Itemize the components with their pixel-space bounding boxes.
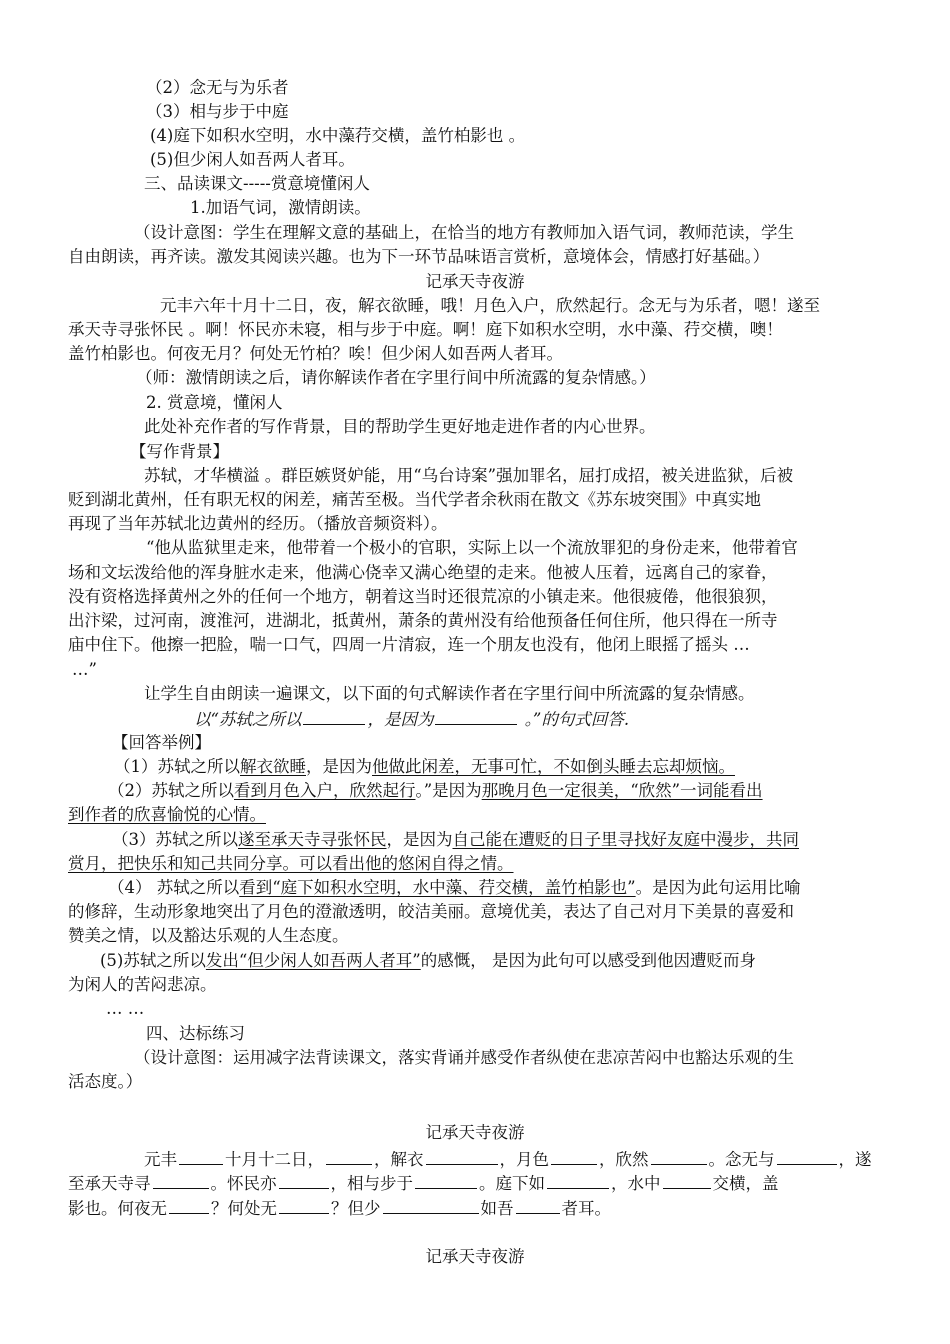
fill-1-text-e: ，欣然	[599, 1150, 649, 1169]
example-1-reason: 他做此闲差，无事可忙，不如倒头睡去忘却烦恼。	[372, 757, 735, 776]
example-5	[100, 949, 756, 973]
examples-label: 【回答举例】	[112, 733, 211, 752]
step2-heading: 2. 赏意境，懂闲人	[146, 393, 283, 412]
example-3-reason-cont: 赏月，把快乐和知己共同分享。可以看出他的悠闲自得之情。	[68, 854, 514, 873]
pattern-blank-1	[303, 706, 365, 725]
fill-1-text-a: 元丰	[144, 1150, 177, 1169]
fill-1-text-b: 十月十二日，	[225, 1150, 324, 1169]
fill-line-2	[68, 1170, 779, 1196]
example-5-link: 的感慨， 是因为此句可以感受到他因遭贬而身	[420, 951, 756, 970]
example-1-link: ，是因为	[306, 757, 372, 776]
example-3-action: 遂至承天寺寻张怀民	[238, 830, 387, 849]
example-2-lead: （2）苏轼之所以	[108, 781, 234, 800]
fill-3-text-c: ？但少	[331, 1199, 381, 1218]
fill-2-text-b: 。怀民亦	[210, 1174, 277, 1193]
fill-1-text-f: 。念无与	[708, 1150, 775, 1169]
item-2: （2）念无与为乐者	[146, 78, 289, 97]
section3-heading: 三、品读课文-----赏意境懂闲人	[144, 174, 370, 193]
background-line-2: 贬到湖北黄州，任有职无权的闲差，痛苦至极。当代学者余秋雨在散文《苏东坡突围》中真实地	[68, 490, 761, 509]
example-2-action: 看到月色入户，欣然起行	[234, 781, 416, 800]
fill-blank[interactable]	[415, 1170, 477, 1189]
fill-blank[interactable]	[279, 1195, 329, 1214]
teacher-note: （师：激情朗读之后，请你解读作者在字里行间中所流露的复杂情感。）	[136, 368, 656, 387]
example-4-action: 看到“庭下如积水空明，水中藻、荇交横，盖竹柏影也”	[239, 878, 636, 897]
poem-line-1: 元丰六年十月十二日，夜，解衣欲睡，哦！月色入户，欣然起行。念无与为乐者，嗯！遂至	[160, 296, 820, 315]
background-label: 【写作背景】	[130, 442, 229, 461]
design-intent-line-2: 自由朗读，再齐读。激发其阅读兴趣。也为下一环节品味语言赏析，意境体会，情感打好基础。）	[68, 247, 770, 266]
exercise-title-2: 记承天寺夜游	[425, 1247, 525, 1266]
example-4-line-2: 的修辞，生动形象地突出了月色的澄澈透明，皎洁美丽。意境优美，表达了自己对月下美景的喜爱和	[68, 902, 794, 921]
fill-3-text-a: 影也。何夜无	[68, 1199, 167, 1218]
fill-blank[interactable]	[169, 1195, 209, 1214]
poem-line-3: 盖竹柏影也。何夜无月？何处无竹柏？唉！但少闲人如吾两人者耳。	[68, 344, 563, 363]
fill-blank[interactable]	[777, 1146, 837, 1165]
fill-blank[interactable]	[651, 1146, 707, 1165]
fill-blank[interactable]	[547, 1170, 609, 1189]
example-1-action: 解衣欲睡	[240, 757, 306, 776]
fill-line-3	[68, 1195, 611, 1221]
fill-line-1	[144, 1146, 872, 1172]
fill-blank[interactable]	[383, 1195, 479, 1214]
example-2-reason-cont: 到作者的欣喜愉悦的心情。	[68, 805, 266, 824]
example-3-reason: 自己能在遭贬的日子里寻找好友庭中漫步，共同	[452, 830, 799, 849]
answer-pattern	[194, 706, 629, 732]
fill-3-text-b: ？何处无	[211, 1199, 277, 1218]
quote-line-1: “他从监狱里走来，他带着一个极小的官职，实际上以一个流放罪犯的身份走来，他带着官	[146, 538, 798, 557]
example-4-link: 。是因为此句运用比喻	[635, 878, 801, 897]
example-4-line-3: 赞美之情，以及豁达乐观的人生态度。	[68, 926, 349, 945]
example-5-action: 发出“但少闲人如吾两人者耳”	[205, 951, 421, 970]
example-4	[108, 876, 801, 900]
background-line-1: 苏轼，才华横溢 。群臣嫉贤妒能，用“乌台诗案”强加罪名，屈打成招，被关进监狱，后被	[144, 466, 794, 485]
reading-instruction: 让学生自由朗读一遍课文，以下面的句式解读作者在字里行间中所流露的复杂情感。	[144, 684, 755, 703]
fill-2-text-f: 交横，盖	[712, 1174, 779, 1193]
step2-description: 此处补充作者的写作背景，目的帮助学生更好地走进作者的内心世界。	[144, 417, 656, 436]
example-3-link: ，是因为	[386, 830, 453, 849]
examples-ellipsis: … …	[106, 999, 145, 1018]
fill-blank[interactable]	[551, 1146, 597, 1165]
fill-1-text-d: ，月色	[499, 1150, 549, 1169]
answer-pattern-part-2: ，是因为	[367, 710, 434, 729]
poem-title: 记承天寺夜游	[425, 272, 525, 291]
example-5-lead: (5)苏轼之所以	[100, 951, 206, 970]
step1-text: 1.加语气词，激情朗读。	[190, 198, 371, 217]
quote-line-4: 出汴梁，过河南，渡淮河，进湖北，抵黄州，萧条的黄州没有给他预备任何住所，他只得在一所寺	[68, 611, 778, 630]
fill-blank[interactable]	[326, 1146, 372, 1165]
quote-line-5: 庙中住下。他擦一把脸，喘一口气，四周一片清寂，连一个朋友也没有，他闭上眼摇了摇头 …	[68, 635, 750, 654]
example-2	[108, 779, 763, 803]
fill-blank[interactable]	[426, 1146, 498, 1165]
fill-blank[interactable]	[153, 1170, 209, 1189]
example-3	[112, 828, 799, 852]
fill-2-text-d: 。庭下如	[479, 1174, 545, 1193]
fill-2-text-c: ，相与步于	[330, 1174, 413, 1193]
quote-line-2: 场和文坛泼给他的浑身脏水走来，他满心侥幸又满心绝望的走来。他被人压着，远离自己的家眷，	[68, 563, 778, 582]
item-5: (5)但少闲人如吾两人者耳。	[150, 150, 355, 169]
poem-line-2: 承天寺寻张怀民 。啊！怀民亦未寝，相与步于中庭。啊！庭下如积水空明，水中藻、荇交横，噢！	[68, 320, 783, 339]
answer-pattern-part-1: 以“苏轼之所以	[194, 710, 302, 729]
quote-line-3: 没有资格选择黄州之外的任何一个地方，朝着这当时还很荒凉的小镇走来。他很疲倦，他很狼狈，	[68, 587, 778, 606]
section4-intent-line-1: （设计意图：运用减字法背读课文，落实背诵并感受作者纵使在悲凉苦闷中也豁达乐观的生	[134, 1048, 794, 1067]
section4-intent-line-2: 活态度。）	[68, 1072, 143, 1091]
fill-blank[interactable]	[279, 1170, 329, 1189]
fill-blank[interactable]	[663, 1170, 711, 1189]
fill-2-text-a: 至承天寺寻	[68, 1174, 151, 1193]
fill-blank[interactable]	[179, 1146, 223, 1165]
example-1	[114, 755, 735, 779]
item-3: （3）相与步于中庭	[146, 102, 289, 121]
background-line-3: 再现了当年苏轼北边黄州的经历。（播放音频资料）。	[68, 514, 448, 533]
quote-line-6: …”	[72, 660, 97, 679]
section4-heading: 四、达标练习	[146, 1024, 245, 1043]
example-5-line-2: 为闲人的苦闷悲凉。	[68, 975, 217, 994]
fill-blank[interactable]	[516, 1195, 560, 1214]
item-4: (4)庭下如积水空明，水中藻荇交横，盖竹柏影也 。	[150, 126, 526, 145]
exercise-title: 记承天寺夜游	[425, 1123, 525, 1142]
fill-3-text-e: 者耳。	[561, 1199, 611, 1218]
design-intent-line-1: （设计意图：学生在理解文意的基础上，在恰当的地方有教师加入语气词，教师范读，学生	[134, 223, 794, 242]
answer-pattern-part-3: 。”的句式回答.	[519, 710, 630, 729]
example-3-lead: （3）苏轼之所以	[112, 830, 238, 849]
fill-1-text-g: ，遂	[838, 1150, 872, 1169]
example-2-link: 。”是因为	[415, 781, 482, 800]
fill-3-text-d: 如吾	[480, 1199, 514, 1218]
example-2-reason: 那晚月色一定很美，“欣然”一词能看出	[481, 781, 763, 800]
example-1-lead: （1）苏轼之所以	[114, 757, 240, 776]
pattern-blank-2	[435, 706, 517, 725]
example-4-lead: （4） 苏轼之所以	[108, 878, 240, 897]
fill-1-text-c: ，解衣	[374, 1150, 424, 1169]
fill-2-text-e: ，水中	[611, 1174, 661, 1193]
